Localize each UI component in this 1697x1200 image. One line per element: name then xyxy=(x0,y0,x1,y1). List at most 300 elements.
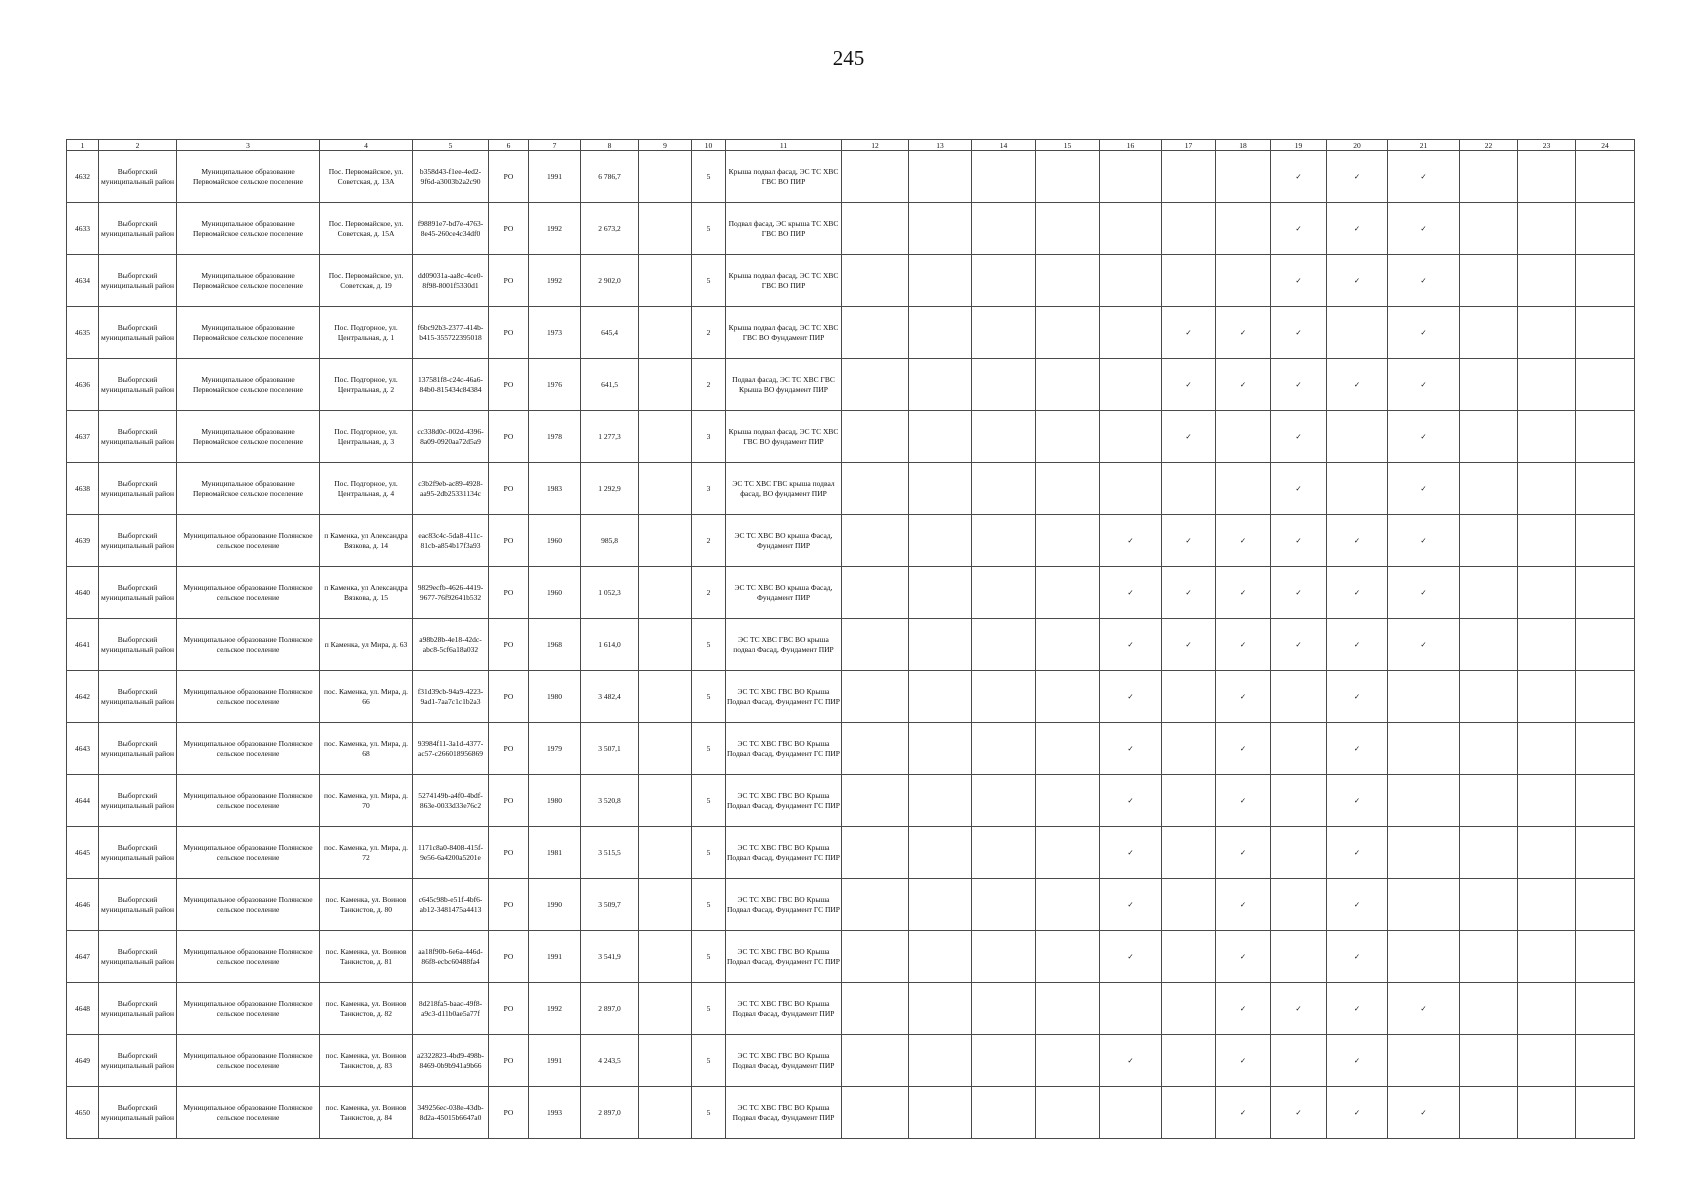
type-cell: РО xyxy=(489,775,529,827)
checkmark-icon: ✓ xyxy=(1216,619,1271,671)
empty-cell xyxy=(909,307,972,359)
empty-cell xyxy=(842,827,909,879)
empty-cell xyxy=(909,827,972,879)
year-cell: 1991 xyxy=(529,1035,581,1087)
empty-cell xyxy=(1216,463,1271,515)
empty-cell xyxy=(1576,723,1635,775)
table-row xyxy=(67,307,1635,359)
municipality-cell: Муниципальное образование Первомайское сельское поселение xyxy=(177,359,320,411)
empty-cell xyxy=(1576,567,1635,619)
empty-cell xyxy=(1036,723,1100,775)
empty-cell xyxy=(842,723,909,775)
empty-cell xyxy=(1460,255,1518,307)
empty-cell xyxy=(909,411,972,463)
empty-cell xyxy=(842,567,909,619)
floors-cell: 5 xyxy=(692,671,726,723)
checkmark-icon: ✓ xyxy=(1327,879,1388,931)
table-row xyxy=(67,879,1635,931)
empty-cell xyxy=(842,411,909,463)
year-cell: 1992 xyxy=(529,983,581,1035)
type-cell: РО xyxy=(489,463,529,515)
empty-cell xyxy=(1036,931,1100,983)
district-cell: Выборгский муниципальный район xyxy=(99,619,177,671)
municipality-cell: Муниципальное образование Полянское сельское поселение xyxy=(177,515,320,567)
area-cell: 2 902,0 xyxy=(581,255,639,307)
year-cell: 1980 xyxy=(529,671,581,723)
municipality-cell: Муниципальное образование Полянское сельское поселение xyxy=(177,931,320,983)
district-cell: Выборгский муниципальный район xyxy=(99,775,177,827)
checkmark-icon: ✓ xyxy=(1100,931,1162,983)
column-header-10: 10 xyxy=(692,140,726,151)
empty-cell xyxy=(1518,1087,1576,1139)
year-cell: 1978 xyxy=(529,411,581,463)
works-cell: ЭС ТС ХВС ГВС ВО Крыша Подвал Фасад, Фундамент ГС ПИР xyxy=(726,671,842,723)
empty-cell xyxy=(909,515,972,567)
empty-cell xyxy=(1460,411,1518,463)
address-cell: пос. Каменка, ул. Воинов Танкистов, д. 83 xyxy=(320,1035,413,1087)
empty-cell xyxy=(972,1087,1036,1139)
empty-cell xyxy=(842,255,909,307)
checkmark-icon: ✓ xyxy=(1327,983,1388,1035)
empty-cell xyxy=(909,671,972,723)
works-cell: ЭС ТС ХВС ГВС ВО Крыша Подвал Фасад, Фундамент ГС ПИР xyxy=(726,723,842,775)
checkmark-icon: ✓ xyxy=(1271,359,1327,411)
area-cell: 1 277,3 xyxy=(581,411,639,463)
empty-cell xyxy=(972,931,1036,983)
checkmark-icon: ✓ xyxy=(1216,879,1271,931)
empty-cell xyxy=(909,255,972,307)
column-header-24: 24 xyxy=(1576,140,1635,151)
empty-cell xyxy=(1162,671,1216,723)
column-header-12: 12 xyxy=(842,140,909,151)
empty-cell xyxy=(1576,255,1635,307)
checkmark-icon: ✓ xyxy=(1327,567,1388,619)
municipality-cell: Муниципальное образование Полянское сельское поселение xyxy=(177,983,320,1035)
table-row xyxy=(67,983,1635,1035)
empty-cell xyxy=(1460,931,1518,983)
checkmark-icon: ✓ xyxy=(1388,307,1460,359)
works-cell: ЭС ТС ХВС ГВС ВО Крыша Подвал Фасад, Фундамент ПИР xyxy=(726,1035,842,1087)
checkmark-icon: ✓ xyxy=(1216,1087,1271,1139)
col9-cell xyxy=(639,567,692,619)
row-number: 4632 xyxy=(67,151,99,203)
empty-cell xyxy=(1162,203,1216,255)
empty-cell xyxy=(1460,359,1518,411)
guid-cell: 93984f11-3a1d-4377-ac57-c266018956869 xyxy=(413,723,489,775)
table-row xyxy=(67,1035,1635,1087)
empty-cell xyxy=(1100,203,1162,255)
checkmark-icon: ✓ xyxy=(1162,515,1216,567)
guid-cell: c3b2f9eb-ac89-4928-aa95-2db25331134c xyxy=(413,463,489,515)
table-row xyxy=(67,671,1635,723)
floors-cell: 5 xyxy=(692,827,726,879)
empty-cell xyxy=(972,411,1036,463)
floors-cell: 5 xyxy=(692,151,726,203)
empty-cell xyxy=(909,983,972,1035)
works-cell: Крыша подвал фасад, ЭС ТС ХВС ГВС ВО ПИР xyxy=(726,255,842,307)
checkmark-icon: ✓ xyxy=(1216,723,1271,775)
type-cell: РО xyxy=(489,359,529,411)
empty-cell xyxy=(1162,255,1216,307)
floors-cell: 3 xyxy=(692,411,726,463)
year-cell: 1990 xyxy=(529,879,581,931)
empty-cell xyxy=(972,151,1036,203)
empty-cell xyxy=(842,1087,909,1139)
empty-cell xyxy=(1388,723,1460,775)
empty-cell xyxy=(842,879,909,931)
checkmark-icon: ✓ xyxy=(1388,151,1460,203)
address-cell: пос. Каменка, ул. Мира, д. 66 xyxy=(320,671,413,723)
checkmark-icon: ✓ xyxy=(1271,1087,1327,1139)
floors-cell: 5 xyxy=(692,723,726,775)
empty-cell xyxy=(1576,671,1635,723)
district-cell: Выборгский муниципальный район xyxy=(99,671,177,723)
district-cell: Выборгский муниципальный район xyxy=(99,203,177,255)
empty-cell xyxy=(909,723,972,775)
column-header-13: 13 xyxy=(909,140,972,151)
works-cell: ЭС ТС ХВС ГВС ВО Крыша Подвал Фасад, Фундамент ГС ПИР xyxy=(726,827,842,879)
col9-cell xyxy=(639,879,692,931)
checkmark-icon: ✓ xyxy=(1327,619,1388,671)
type-cell: РО xyxy=(489,723,529,775)
column-header-14: 14 xyxy=(972,140,1036,151)
empty-cell xyxy=(1162,827,1216,879)
address-cell: пос. Каменка, ул. Воинов Танкистов, д. 81 xyxy=(320,931,413,983)
checkmark-icon: ✓ xyxy=(1100,619,1162,671)
table-row xyxy=(67,567,1635,619)
works-cell: ЭС ТС ХВС ГВС ВО крыша подвал Фасад, Фундамент ПИР xyxy=(726,619,842,671)
guid-cell: 349256ec-038e-43db-8d2a-45015b6647a0 xyxy=(413,1087,489,1139)
guid-cell: aa18f90b-6e6a-446d-86f8-ecbc60488fa4 xyxy=(413,931,489,983)
empty-cell xyxy=(1036,515,1100,567)
checkmark-icon: ✓ xyxy=(1271,307,1327,359)
empty-cell xyxy=(972,671,1036,723)
empty-cell xyxy=(1460,151,1518,203)
checkmark-icon: ✓ xyxy=(1327,151,1388,203)
empty-cell xyxy=(1036,567,1100,619)
table-row xyxy=(67,775,1635,827)
col9-cell xyxy=(639,411,692,463)
district-cell: Выборгский муниципальный район xyxy=(99,1035,177,1087)
row-number: 4649 xyxy=(67,1035,99,1087)
empty-cell xyxy=(1162,1035,1216,1087)
col9-cell xyxy=(639,671,692,723)
empty-cell xyxy=(1388,827,1460,879)
empty-cell xyxy=(972,567,1036,619)
empty-cell xyxy=(1576,307,1635,359)
empty-cell xyxy=(842,515,909,567)
year-cell: 1983 xyxy=(529,463,581,515)
empty-cell xyxy=(1518,723,1576,775)
empty-cell xyxy=(909,775,972,827)
type-cell: РО xyxy=(489,567,529,619)
row-number: 4647 xyxy=(67,931,99,983)
guid-cell: cc338d0c-002d-4396-8a09-0920aa72d5a9 xyxy=(413,411,489,463)
type-cell: РО xyxy=(489,671,529,723)
checkmark-icon: ✓ xyxy=(1327,515,1388,567)
checkmark-icon: ✓ xyxy=(1162,619,1216,671)
empty-cell xyxy=(1576,775,1635,827)
empty-cell xyxy=(1518,359,1576,411)
empty-cell xyxy=(972,515,1036,567)
empty-cell xyxy=(1576,359,1635,411)
empty-cell xyxy=(1162,775,1216,827)
col9-cell xyxy=(639,775,692,827)
municipality-cell: Муниципальное образование Первомайское сельское поселение xyxy=(177,411,320,463)
col9-cell xyxy=(639,1035,692,1087)
empty-cell xyxy=(909,879,972,931)
guid-cell: 8d218fa5-baac-49f8-a9c3-d11b0ae5a77f xyxy=(413,983,489,1035)
table-row xyxy=(67,255,1635,307)
empty-cell xyxy=(1460,619,1518,671)
column-header-2: 2 xyxy=(99,140,177,151)
empty-cell xyxy=(1100,307,1162,359)
empty-cell xyxy=(1036,463,1100,515)
empty-cell xyxy=(1271,827,1327,879)
empty-cell xyxy=(1162,1087,1216,1139)
checkmark-icon: ✓ xyxy=(1271,567,1327,619)
column-header-16: 16 xyxy=(1100,140,1162,151)
table-row xyxy=(67,931,1635,983)
column-header-15: 15 xyxy=(1036,140,1100,151)
empty-cell xyxy=(1216,151,1271,203)
row-number: 4636 xyxy=(67,359,99,411)
address-cell: п Каменка, ул Александра Вязкова, д. 14 xyxy=(320,515,413,567)
empty-cell xyxy=(909,567,972,619)
column-header-6: 6 xyxy=(489,140,529,151)
area-cell: 2 897,0 xyxy=(581,983,639,1035)
checkmark-icon: ✓ xyxy=(1327,203,1388,255)
guid-cell: 9829ecfb-4626-4419-9677-76f92641b532 xyxy=(413,567,489,619)
col9-cell xyxy=(639,983,692,1035)
empty-cell xyxy=(1271,671,1327,723)
empty-cell xyxy=(842,775,909,827)
floors-cell: 5 xyxy=(692,983,726,1035)
empty-cell xyxy=(909,1087,972,1139)
table-row xyxy=(67,203,1635,255)
address-cell: Пос. Первомайское, ул. Советская, д. 15А xyxy=(320,203,413,255)
empty-cell xyxy=(1576,931,1635,983)
address-cell: Пос. Подгорное, ул. Центральная, д. 3 xyxy=(320,411,413,463)
area-cell: 1 614,0 xyxy=(581,619,639,671)
empty-cell xyxy=(842,463,909,515)
empty-cell xyxy=(1460,1087,1518,1139)
guid-cell: f6bc92b3-2377-414b-b415-355722395018 xyxy=(413,307,489,359)
checkmark-icon: ✓ xyxy=(1216,983,1271,1035)
empty-cell xyxy=(1576,463,1635,515)
checkmark-icon: ✓ xyxy=(1216,775,1271,827)
empty-cell xyxy=(909,151,972,203)
table-row xyxy=(67,411,1635,463)
column-header-11: 11 xyxy=(726,140,842,151)
area-cell: 1 052,3 xyxy=(581,567,639,619)
empty-cell xyxy=(1576,151,1635,203)
empty-cell xyxy=(1162,983,1216,1035)
works-cell: Крыша подвал фасад, ЭС ТС ХВС ГВС ВО Фундамент ПИР xyxy=(726,307,842,359)
empty-cell xyxy=(842,359,909,411)
checkmark-icon: ✓ xyxy=(1100,567,1162,619)
empty-cell xyxy=(909,463,972,515)
empty-cell xyxy=(1576,983,1635,1035)
checkmark-icon: ✓ xyxy=(1271,151,1327,203)
empty-cell xyxy=(972,775,1036,827)
empty-cell xyxy=(972,359,1036,411)
checkmark-icon: ✓ xyxy=(1271,411,1327,463)
area-cell: 985,8 xyxy=(581,515,639,567)
district-cell: Выборгский муниципальный район xyxy=(99,307,177,359)
empty-cell xyxy=(972,463,1036,515)
empty-cell xyxy=(909,359,972,411)
empty-cell xyxy=(1100,411,1162,463)
row-number: 4635 xyxy=(67,307,99,359)
empty-cell xyxy=(1036,983,1100,1035)
empty-cell xyxy=(972,255,1036,307)
address-cell: п Каменка, ул Александра Вязкова, д. 15 xyxy=(320,567,413,619)
empty-cell xyxy=(1518,255,1576,307)
empty-cell xyxy=(1460,879,1518,931)
checkmark-icon: ✓ xyxy=(1162,567,1216,619)
municipality-cell: Муниципальное образование Полянское сельское поселение xyxy=(177,827,320,879)
checkmark-icon: ✓ xyxy=(1100,723,1162,775)
empty-cell xyxy=(1036,827,1100,879)
empty-cell xyxy=(1327,307,1388,359)
checkmark-icon: ✓ xyxy=(1162,307,1216,359)
empty-cell xyxy=(1036,307,1100,359)
municipality-cell: Муниципальное образование Первомайское сельское поселение xyxy=(177,255,320,307)
col9-cell xyxy=(639,723,692,775)
year-cell: 1993 xyxy=(529,1087,581,1139)
column-header-17: 17 xyxy=(1162,140,1216,151)
address-cell: Пос. Подгорное, ул. Центральная, д. 2 xyxy=(320,359,413,411)
guid-cell: f31d39cb-94a9-4223-9ad1-7aa7c1c1b2a3 xyxy=(413,671,489,723)
empty-cell xyxy=(1518,983,1576,1035)
year-cell: 1976 xyxy=(529,359,581,411)
works-cell: ЭС ТС ХВС ГВС ВО Крыша Подвал Фасад, Фундамент ГС ПИР xyxy=(726,879,842,931)
column-header-21: 21 xyxy=(1388,140,1460,151)
row-number: 4645 xyxy=(67,827,99,879)
empty-cell xyxy=(1162,463,1216,515)
empty-cell xyxy=(1518,879,1576,931)
guid-cell: a98b28b-4e18-42dc-abc8-5cf6a18a032 xyxy=(413,619,489,671)
checkmark-icon: ✓ xyxy=(1388,359,1460,411)
area-cell: 3 507,1 xyxy=(581,723,639,775)
register-table xyxy=(66,139,1635,1139)
empty-cell xyxy=(1518,567,1576,619)
empty-cell xyxy=(842,203,909,255)
municipality-cell: Муниципальное образование Полянское сельское поселение xyxy=(177,671,320,723)
page-number: 245 xyxy=(832,46,865,70)
empty-cell xyxy=(1327,411,1388,463)
table-row xyxy=(67,1087,1635,1139)
checkmark-icon: ✓ xyxy=(1271,203,1327,255)
checkmark-icon: ✓ xyxy=(1216,931,1271,983)
table-row xyxy=(67,359,1635,411)
empty-cell xyxy=(909,203,972,255)
empty-cell xyxy=(1518,411,1576,463)
row-number: 4638 xyxy=(67,463,99,515)
table-row xyxy=(67,463,1635,515)
year-cell: 1992 xyxy=(529,255,581,307)
type-cell: РО xyxy=(489,879,529,931)
type-cell: РО xyxy=(489,1035,529,1087)
floors-cell: 5 xyxy=(692,775,726,827)
empty-cell xyxy=(1576,1087,1635,1139)
empty-cell xyxy=(1576,203,1635,255)
checkmark-icon: ✓ xyxy=(1216,671,1271,723)
checkmark-icon: ✓ xyxy=(1162,359,1216,411)
works-cell: Подвал фасад, ЭС ТС ХВС ГВС Крыша ВО фундамент ПИР xyxy=(726,359,842,411)
checkmark-icon: ✓ xyxy=(1216,515,1271,567)
area-cell: 3 482,4 xyxy=(581,671,639,723)
table-row xyxy=(67,827,1635,879)
empty-cell xyxy=(1460,515,1518,567)
column-header-3: 3 xyxy=(177,140,320,151)
empty-cell xyxy=(972,203,1036,255)
floors-cell: 5 xyxy=(692,203,726,255)
empty-cell xyxy=(1036,1035,1100,1087)
empty-cell xyxy=(842,307,909,359)
works-cell: ЭС ТС ХВС ГВС ВО Крыша Подвал Фасад, Фундамент ГС ПИР xyxy=(726,931,842,983)
area-cell: 2 897,0 xyxy=(581,1087,639,1139)
district-cell: Выборгский муниципальный район xyxy=(99,463,177,515)
guid-cell: 137581f8-c24c-46a6-84b0-815434c84384 xyxy=(413,359,489,411)
works-cell: ЭС ТС ХВС ГВС ВО Крыша Подвал Фасад, Фундамент ГС ПИР xyxy=(726,775,842,827)
table-row xyxy=(67,619,1635,671)
checkmark-icon: ✓ xyxy=(1216,567,1271,619)
empty-cell xyxy=(1518,307,1576,359)
empty-cell xyxy=(1388,1035,1460,1087)
empty-cell xyxy=(1271,723,1327,775)
empty-cell xyxy=(1460,827,1518,879)
address-cell: Пос. Первомайское, ул. Советская, д. 13А xyxy=(320,151,413,203)
area-cell: 1 292,9 xyxy=(581,463,639,515)
district-cell: Выборгский муниципальный район xyxy=(99,567,177,619)
checkmark-icon: ✓ xyxy=(1271,619,1327,671)
empty-cell xyxy=(1100,151,1162,203)
column-header-9: 9 xyxy=(639,140,692,151)
municipality-cell: Муниципальное образование Полянское сельское поселение xyxy=(177,723,320,775)
empty-cell xyxy=(1576,879,1635,931)
municipality-cell: Муниципальное образование Полянское сельское поселение xyxy=(177,567,320,619)
checkmark-icon: ✓ xyxy=(1327,255,1388,307)
address-cell: пос. Каменка, ул. Мира, д. 72 xyxy=(320,827,413,879)
floors-cell: 5 xyxy=(692,1087,726,1139)
row-number: 4644 xyxy=(67,775,99,827)
empty-cell xyxy=(1576,827,1635,879)
district-cell: Выборгский муниципальный район xyxy=(99,723,177,775)
type-cell: РО xyxy=(489,515,529,567)
table-row xyxy=(67,723,1635,775)
year-cell: 1973 xyxy=(529,307,581,359)
empty-cell xyxy=(1036,775,1100,827)
district-cell: Выборгский муниципальный район xyxy=(99,1087,177,1139)
row-number: 4646 xyxy=(67,879,99,931)
municipality-cell: Муниципальное образование Полянское сельское поселение xyxy=(177,1087,320,1139)
empty-cell xyxy=(1388,879,1460,931)
row-number: 4640 xyxy=(67,567,99,619)
year-cell: 1981 xyxy=(529,827,581,879)
empty-cell xyxy=(1388,931,1460,983)
municipality-cell: Муниципальное образование Полянское сельское поселение xyxy=(177,879,320,931)
col9-cell xyxy=(639,1087,692,1139)
empty-cell xyxy=(1100,1087,1162,1139)
address-cell: Пос. Подгорное, ул. Центральная, д. 1 xyxy=(320,307,413,359)
empty-cell xyxy=(1036,255,1100,307)
col9-cell xyxy=(639,307,692,359)
row-number: 4634 xyxy=(67,255,99,307)
area-cell: 3 541,9 xyxy=(581,931,639,983)
floors-cell: 5 xyxy=(692,619,726,671)
